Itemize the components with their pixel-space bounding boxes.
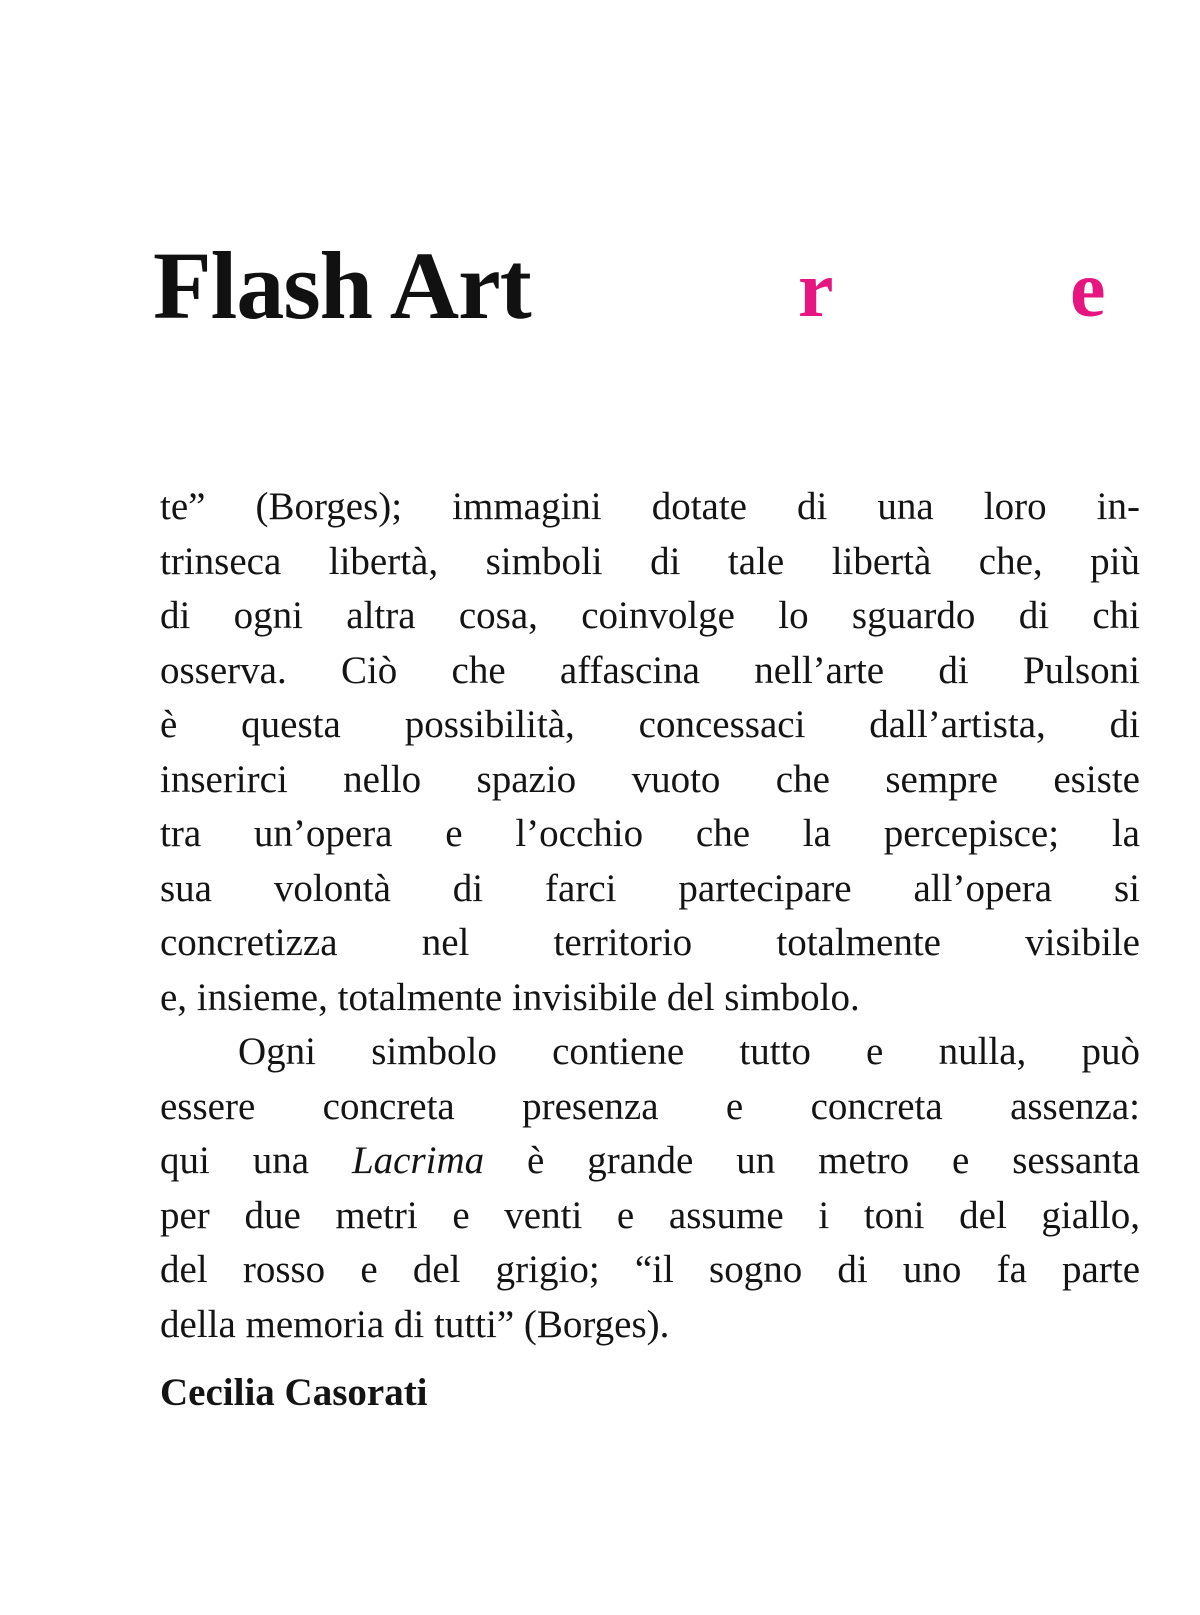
text-line: te” (Borges); immagini dotate di una loro in-	[160, 485, 1140, 528]
text-line: inserirci nello spazio vuoto che sempre esiste	[160, 757, 1140, 801]
text-line: osserva. Ciò che affascina nell’arte di Pulsoni	[160, 648, 1140, 692]
text-line-paragraph-start: Ogni simbolo contiene tutto e nulla, può	[238, 1030, 1140, 1073]
artwork-title: Lacrima	[351, 1139, 485, 1182]
text-line: per due metri e venti e assume i toni del giallo,	[160, 1193, 1140, 1237]
text-line-with-title	[160, 1134, 1140, 1189]
text-segment: è grande un metro e sessanta	[484, 1139, 1140, 1182]
text-line: trinseca libertà, simboli di tale libertà che, più	[160, 539, 1140, 583]
text-line: tra un’opera e l’occhio che la percepisce; la	[160, 812, 1140, 855]
text-line: del rosso e del grigio; “il sogno di uno fa parte	[160, 1248, 1140, 1291]
author-signature: Cecilia Casorati	[160, 1371, 428, 1414]
header-letter-r: r	[798, 246, 834, 334]
header-letter-e: e	[1070, 246, 1106, 334]
text-line: sua volontà di farci partecipare all’opera si	[160, 866, 1140, 910]
text-line: della memoria di tutti” (Borges).	[160, 1302, 670, 1346]
text-line: è questa possibilità, concessaci dall’artista, di	[160, 703, 1140, 746]
text-segment: qui una	[160, 1139, 352, 1182]
magazine-logo: Flash Art	[153, 232, 531, 339]
article-body	[160, 480, 1140, 1352]
text-line: concretizza nel territorio totalmente visibile	[160, 921, 1140, 964]
text-line: e, insieme, totalmente invisibile del simbolo.	[160, 975, 860, 1019]
text-line: di ogni altra cosa, coinvolge lo sguardo di chi	[160, 594, 1140, 637]
text-line: essere concreta presenza e concreta assenza:	[160, 1084, 1140, 1128]
